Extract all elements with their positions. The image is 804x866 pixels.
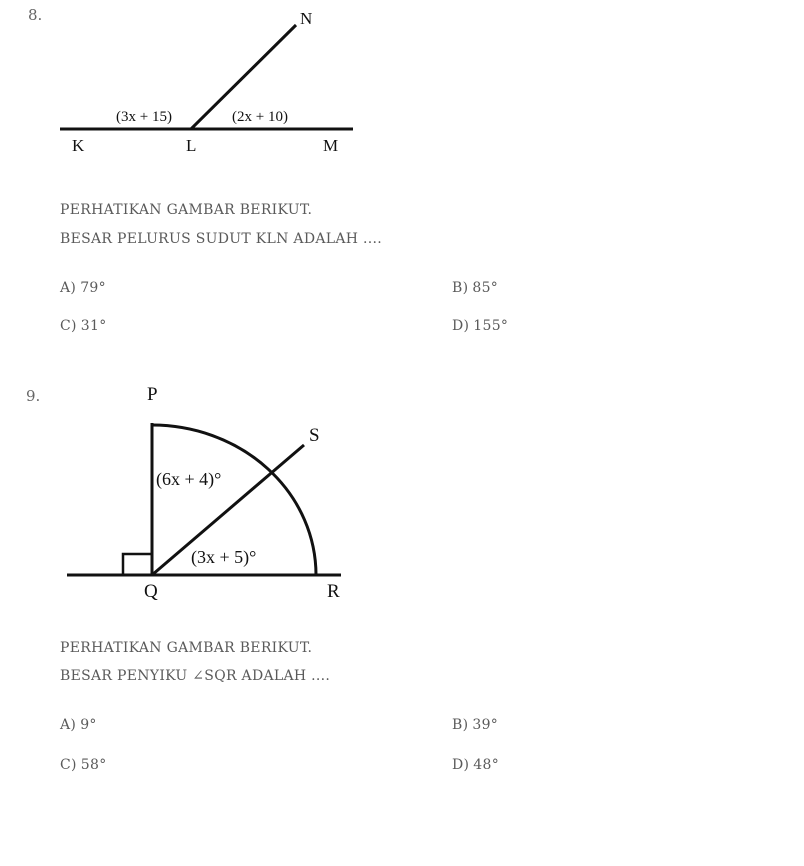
question-8-option-c[interactable] — [60, 318, 111, 334]
label-n: N — [300, 9, 313, 28]
option-letter: B) — [452, 717, 469, 733]
option-text: 39° — [472, 717, 499, 733]
label-q: Q — [144, 581, 158, 602]
option-letter: A) — [60, 280, 77, 296]
angle-label-lower: (3x + 5)° — [191, 547, 257, 567]
question-8-prompt: BESAR PELURUS SUDUT KLN ADALAH .... — [60, 231, 383, 247]
option-letter: C) — [60, 318, 77, 334]
label-m: M — [323, 136, 339, 155]
angle-label-left: (3x + 15) — [116, 109, 172, 125]
question-8-option-a[interactable] — [60, 280, 110, 296]
question-8-figure — [50, 0, 370, 160]
right-angle-mark — [123, 554, 152, 575]
angle-label-right: (2x + 10) — [232, 109, 288, 125]
angle-label-upper: (6x + 4)° — [156, 469, 222, 489]
question-9-prompt: BESAR PENYIKU ∠SQR ADALAH .... — [60, 668, 331, 684]
option-text: 79° — [80, 280, 106, 296]
option-letter: A) — [60, 717, 77, 733]
option-text: 31° — [80, 318, 107, 334]
option-letter: D) — [452, 757, 470, 773]
question-8-option-d[interactable] — [452, 318, 512, 334]
question-9-option-c[interactable] — [60, 757, 111, 773]
label-l: L — [186, 136, 197, 155]
option-letter: D) — [452, 318, 470, 334]
question-8-option-b[interactable] — [452, 280, 502, 296]
label-k: K — [72, 136, 85, 155]
question-9-option-a[interactable] — [60, 717, 101, 733]
option-text: 155° — [473, 318, 509, 334]
option-text: 9° — [80, 717, 97, 733]
option-text: 58° — [80, 757, 107, 773]
option-text: 48° — [473, 757, 500, 773]
question-9-number: 9. — [26, 387, 41, 405]
question-9-figure — [60, 375, 360, 610]
option-letter: C) — [60, 757, 77, 773]
label-r: R — [327, 581, 340, 602]
question-9-option-d[interactable] — [452, 757, 503, 773]
question-8-number: 8. — [28, 6, 43, 24]
question-9-option-b[interactable] — [452, 717, 502, 733]
label-s: S — [309, 425, 320, 446]
option-text: 85° — [472, 280, 499, 296]
question-9-instruction: PERHATIKAN GAMBAR BERIKUT. — [60, 640, 313, 656]
question-8-instruction: PERHATIKAN GAMBAR BERIKUT. — [60, 202, 313, 218]
label-p: P — [147, 384, 158, 405]
option-letter: B) — [452, 280, 469, 296]
